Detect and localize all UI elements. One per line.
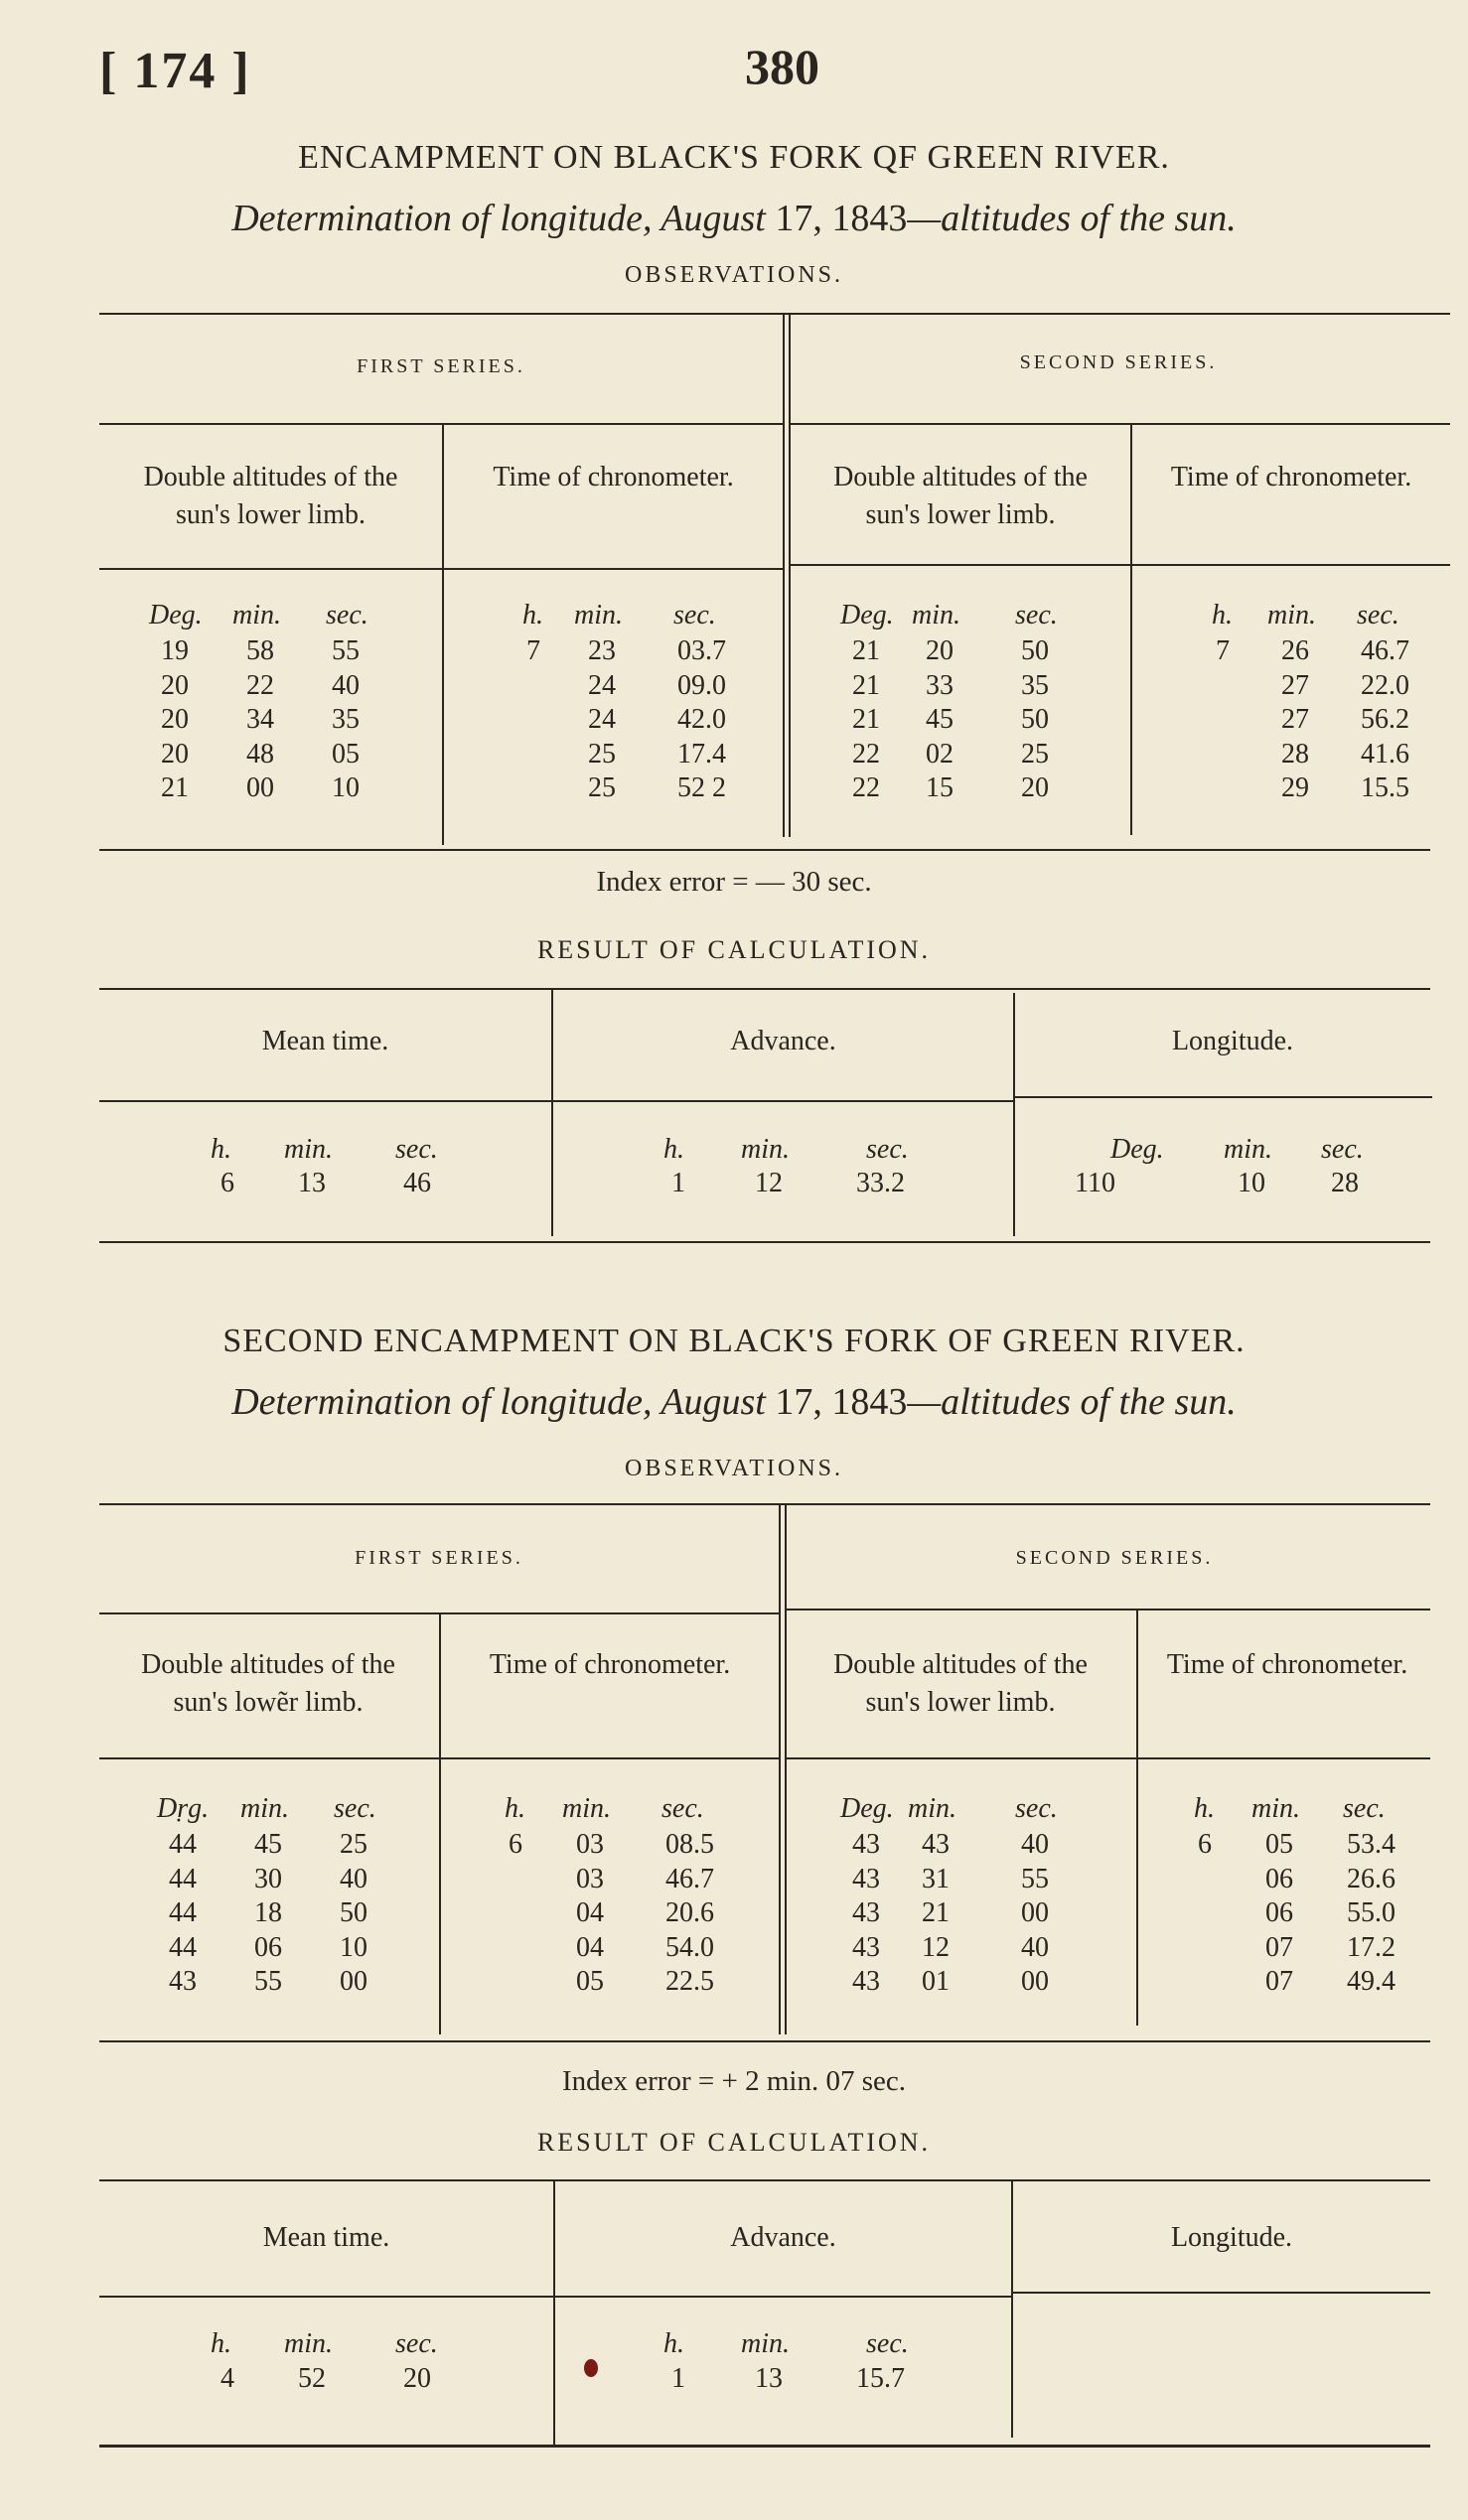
section1-result-label: RESULT OF CALCULATION. xyxy=(536,935,932,964)
table-cell-deg: 21 xyxy=(852,669,880,701)
table-cell-time-sec: 52 2 xyxy=(677,772,726,803)
table-cell-min: 45 xyxy=(254,1829,282,1860)
table-cell-sec: 40 xyxy=(340,1863,367,1894)
section2-first-series-label: FIRST SERIES. xyxy=(355,1547,523,1569)
table-cell-min: 20 xyxy=(926,635,954,666)
page-number: 380 xyxy=(745,39,819,94)
section1-observations-label: OBSERVATIONS. xyxy=(624,262,843,288)
unit-h-label: h. xyxy=(1212,600,1233,630)
result-advance-h: 1 xyxy=(671,2363,685,2394)
table-cell-time-min: 06 xyxy=(1265,1897,1293,1928)
table-cell-time-sec: 41.6 xyxy=(1361,738,1409,770)
table-cell-deg: 44 xyxy=(169,1829,197,1860)
section2-result-label: RESULT OF CALCULATION. xyxy=(536,2128,932,2157)
table-cell-min: 01 xyxy=(922,1966,950,1997)
table-cell-min: 48 xyxy=(246,738,274,770)
table-cell-time-sec: 46.7 xyxy=(1361,635,1409,666)
table-cell-time-min: 29 xyxy=(1281,772,1309,803)
table-cell-deg: 43 xyxy=(852,1829,880,1860)
table-cell-sec: 35 xyxy=(1021,669,1049,701)
table-cell-time-sec: 26.6 xyxy=(1347,1863,1395,1894)
table-cell-sec: 40 xyxy=(1021,1931,1049,1963)
table-cell-min: 58 xyxy=(246,635,274,666)
s1-first-col-altitude: Double altitudes of the sun's lower limb. xyxy=(143,462,398,530)
table-cell-time-sec: 22.0 xyxy=(1361,669,1409,701)
unit-sec-label: sec. xyxy=(326,600,368,630)
table-cell-min: 02 xyxy=(926,738,954,770)
table-cell-time-sec: 56.2 xyxy=(1361,704,1409,735)
table-cell-hour: 7 xyxy=(1216,635,1230,666)
section2-subtitle: Determination of longitude, August 17, 1843—altitudes of the sun. xyxy=(231,1381,1237,1423)
table-cell-hour: 6 xyxy=(509,1829,522,1860)
section2-second-series-label: SECOND SERIES. xyxy=(1015,1547,1214,1569)
result-longitude-min: 10 xyxy=(1238,1168,1265,1198)
table-cell-time-sec: 46.7 xyxy=(665,1863,714,1894)
unit-sec-label: sec. xyxy=(673,600,716,630)
table-cell-time-min: 04 xyxy=(576,1931,604,1963)
table-cell-deg: 20 xyxy=(161,738,189,770)
table-cell-time-min: 23 xyxy=(588,635,616,666)
table-cell-time-min: 07 xyxy=(1265,1966,1293,1997)
section2-observations-label: OBSERVATIONS. xyxy=(624,1456,843,1481)
table-cell-deg: 22 xyxy=(852,772,880,803)
table-cell-time-min: 24 xyxy=(588,669,616,701)
unit-deg-label: Dṛg. xyxy=(157,1793,210,1824)
table-cell-min: 22 xyxy=(246,669,274,701)
unit-sec-label: sec. xyxy=(1015,1793,1058,1824)
unit-deg-label: Deg. xyxy=(840,600,894,630)
result-mean-time-sec: 20 xyxy=(403,2363,431,2394)
table-cell-sec: 20 xyxy=(1021,772,1049,803)
table-cell-sec: 05 xyxy=(332,738,360,770)
table-cell-deg: 20 xyxy=(161,704,189,735)
table-cell-hour: 6 xyxy=(1198,1829,1212,1860)
unit-min-label: min. xyxy=(232,600,281,630)
table-cell-sec: 50 xyxy=(1021,635,1049,666)
table-cell-time-min: 27 xyxy=(1281,669,1309,701)
table-cell-min: 21 xyxy=(922,1897,950,1928)
table-cell-deg: 43 xyxy=(852,1863,880,1894)
table-cell-time-min: 03 xyxy=(576,1863,604,1894)
table-cell-time-min: 05 xyxy=(1265,1829,1293,1860)
s2-second-col-time: Time of chronometer. xyxy=(1166,1649,1408,1680)
table-cell-time-min: 26 xyxy=(1281,635,1309,666)
section1-index-error: Index error = — 30 sec. xyxy=(596,866,872,898)
table-cell-sec: 00 xyxy=(1021,1897,1049,1928)
table-cell-deg: 43 xyxy=(852,1897,880,1928)
unit-min-label: min. xyxy=(741,2328,790,2359)
s1-result-mean-time-header: Mean time. xyxy=(261,1026,389,1056)
result-longitude-sec: 28 xyxy=(1331,1168,1359,1198)
unit-min-label: min. xyxy=(1267,600,1316,630)
table-cell-time-min: 25 xyxy=(588,738,616,770)
section1-subtitle: Determination of longitude, August 17, 1843—altitudes of the sun. xyxy=(231,198,1237,239)
result-advance-h: 1 xyxy=(671,1168,685,1198)
table-cell-time-sec: 09.0 xyxy=(677,669,726,701)
table-cell-sec: 55 xyxy=(1021,1863,1049,1894)
unit-sec-label: sec. xyxy=(1015,600,1058,630)
table-cell-time-min: 04 xyxy=(576,1897,604,1928)
table-cell-sec: 50 xyxy=(1021,704,1049,735)
s1-second-col-time: Time of chronometer. xyxy=(1170,462,1412,492)
unit-deg-label: Deg. xyxy=(840,1793,894,1824)
result-mean-time-h: 6 xyxy=(220,1168,234,1198)
table-cell-deg: 20 xyxy=(161,669,189,701)
unit-sec-label: sec. xyxy=(866,2328,909,2359)
table-cell-min: 43 xyxy=(922,1829,950,1860)
unit-min-label: min. xyxy=(912,600,960,630)
unit-min-label: min. xyxy=(1224,1134,1272,1165)
unit-min-label: min. xyxy=(741,1134,790,1165)
table-cell-min: 06 xyxy=(254,1931,282,1963)
section2-index-error: Index error = + 2 min. 07 sec. xyxy=(562,2065,906,2097)
table-cell-sec: 10 xyxy=(332,772,360,803)
table-cell-time-sec: 17.2 xyxy=(1347,1931,1395,1963)
unit-h-label: h. xyxy=(211,2328,231,2359)
result-mean-time-sec: 46 xyxy=(403,1168,431,1198)
table-cell-sec: 10 xyxy=(340,1931,367,1963)
result-mean-time-min: 13 xyxy=(298,1168,326,1198)
table-cell-time-sec: 15.5 xyxy=(1361,772,1409,803)
s2-result-longitude-header: Longitude. xyxy=(1170,2222,1293,2253)
unit-sec-label: sec. xyxy=(1321,1134,1364,1165)
table-cell-sec: 50 xyxy=(340,1897,367,1928)
unit-min-label: min. xyxy=(240,1793,289,1824)
table-cell-sec: 00 xyxy=(1021,1966,1049,1997)
ink-mark xyxy=(584,2359,598,2377)
table-cell-deg: 21 xyxy=(852,635,880,666)
result-advance-min: 12 xyxy=(755,1168,783,1198)
table-cell-min: 00 xyxy=(246,772,274,803)
s2-second-col-altitude: Double altitudes of the sun's lower limb. xyxy=(833,1649,1088,1718)
table-cell-deg: 22 xyxy=(852,738,880,770)
unit-deg-label: Deg. xyxy=(1110,1134,1164,1165)
table-cell-time-min: 03 xyxy=(576,1829,604,1860)
table-cell-time-min: 27 xyxy=(1281,704,1309,735)
section2-title: SECOND ENCAMPMENT ON BLACK'S FORK OF GREEN RIVER. xyxy=(222,1323,1246,1359)
s2-first-col-altitude: Double altitudes of the sun's lowẽr limb. xyxy=(141,1649,395,1718)
unit-min-label: min. xyxy=(284,1134,333,1165)
unit-sec-label: sec. xyxy=(395,2328,438,2359)
section1-second-series-label: SECOND SERIES. xyxy=(1019,351,1218,373)
table-cell-time-min: 05 xyxy=(576,1966,604,1997)
s1-result-longitude-header: Longitude. xyxy=(1171,1026,1294,1056)
table-cell-time-sec: 53.4 xyxy=(1347,1829,1395,1860)
table-cell-deg: 21 xyxy=(852,704,880,735)
bracketed-page-number: [ 174 ] xyxy=(99,43,251,99)
table-cell-min: 15 xyxy=(926,772,954,803)
table-cell-time-sec: 42.0 xyxy=(677,704,726,735)
unit-sec-label: sec. xyxy=(866,1134,909,1165)
table-cell-sec: 55 xyxy=(332,635,360,666)
unit-h-label: h. xyxy=(1194,1793,1215,1824)
table-cell-time-sec: 08.5 xyxy=(665,1829,714,1860)
s1-first-col-time: Time of chronometer. xyxy=(493,462,734,492)
table-cell-min: 55 xyxy=(254,1966,282,1997)
table-cell-deg: 44 xyxy=(169,1897,197,1928)
unit-min-label: min. xyxy=(562,1793,611,1824)
section1-title: ENCAMPMENT ON BLACK'S FORK QF GREEN RIVER. xyxy=(298,139,1170,176)
table-cell-deg: 44 xyxy=(169,1931,197,1963)
unit-h-label: h. xyxy=(505,1793,525,1824)
result-mean-time-h: 4 xyxy=(220,2363,234,2394)
result-advance-min: 13 xyxy=(755,2363,783,2394)
table-cell-time-sec: 55.0 xyxy=(1347,1897,1395,1928)
unit-h-label: h. xyxy=(522,600,543,630)
table-cell-time-min: 07 xyxy=(1265,1931,1293,1963)
unit-min-label: min. xyxy=(908,1793,956,1824)
result-longitude-deg: 110 xyxy=(1075,1168,1115,1198)
table-cell-sec: 35 xyxy=(332,704,360,735)
table-cell-deg: 19 xyxy=(161,635,189,666)
unit-deg-label: Deg. xyxy=(149,600,203,630)
s2-first-col-time: Time of chronometer. xyxy=(489,1649,731,1680)
table-cell-time-sec: 22.5 xyxy=(665,1966,714,1997)
result-advance-sec: 33.2 xyxy=(856,1168,905,1198)
s2-result-advance-header: Advance. xyxy=(730,2222,836,2253)
s1-result-advance-header: Advance. xyxy=(730,1026,836,1056)
result-mean-time-min: 52 xyxy=(298,2363,326,2394)
table-cell-deg: 43 xyxy=(852,1931,880,1963)
table-cell-hour: 7 xyxy=(526,635,540,666)
table-cell-sec: 25 xyxy=(340,1829,367,1860)
table-cell-min: 34 xyxy=(246,704,274,735)
table-cell-sec: 00 xyxy=(340,1966,367,1997)
table-cell-time-min: 25 xyxy=(588,772,616,803)
unit-min-label: min. xyxy=(574,600,623,630)
unit-sec-label: sec. xyxy=(1343,1793,1386,1824)
table-cell-min: 45 xyxy=(926,704,954,735)
result-advance-sec: 15.7 xyxy=(856,2363,905,2394)
unit-h-label: h. xyxy=(663,2328,684,2359)
table-cell-time-sec: 03.7 xyxy=(677,635,726,666)
table-cell-min: 12 xyxy=(922,1931,950,1963)
table-cell-sec: 40 xyxy=(1021,1829,1049,1860)
table-cell-time-sec: 20.6 xyxy=(665,1897,714,1928)
table-cell-min: 33 xyxy=(926,669,954,701)
table-cell-min: 31 xyxy=(922,1863,950,1894)
table-cell-time-min: 24 xyxy=(588,704,616,735)
unit-sec-label: sec. xyxy=(661,1793,704,1824)
unit-h-label: h. xyxy=(663,1134,684,1165)
table-cell-min: 18 xyxy=(254,1897,282,1928)
table-cell-time-sec: 49.4 xyxy=(1347,1966,1395,1997)
unit-sec-label: sec. xyxy=(334,1793,376,1824)
s1-second-col-altitude: Double altitudes of the sun's lower limb. xyxy=(833,462,1088,530)
table-cell-deg: 43 xyxy=(852,1966,880,1997)
table-cell-deg: 44 xyxy=(169,1863,197,1894)
s2-result-mean-time-header: Mean time. xyxy=(262,2222,390,2253)
section1-first-series-label: FIRST SERIES. xyxy=(357,355,525,377)
unit-sec-label: sec. xyxy=(1357,600,1399,630)
unit-h-label: h. xyxy=(211,1134,231,1165)
table-cell-time-sec: 17.4 xyxy=(677,738,726,770)
table-cell-min: 30 xyxy=(254,1863,282,1894)
table-cell-sec: 25 xyxy=(1021,738,1049,770)
table-cell-sec: 40 xyxy=(332,669,360,701)
table-cell-time-min: 06 xyxy=(1265,1863,1293,1894)
unit-min-label: min. xyxy=(1251,1793,1300,1824)
table-cell-deg: 21 xyxy=(161,772,189,803)
table-cell-time-min: 28 xyxy=(1281,738,1309,770)
table-cell-deg: 43 xyxy=(169,1966,197,1997)
unit-sec-label: sec. xyxy=(395,1134,438,1165)
table-cell-time-sec: 54.0 xyxy=(665,1931,714,1963)
unit-min-label: min. xyxy=(284,2328,333,2359)
